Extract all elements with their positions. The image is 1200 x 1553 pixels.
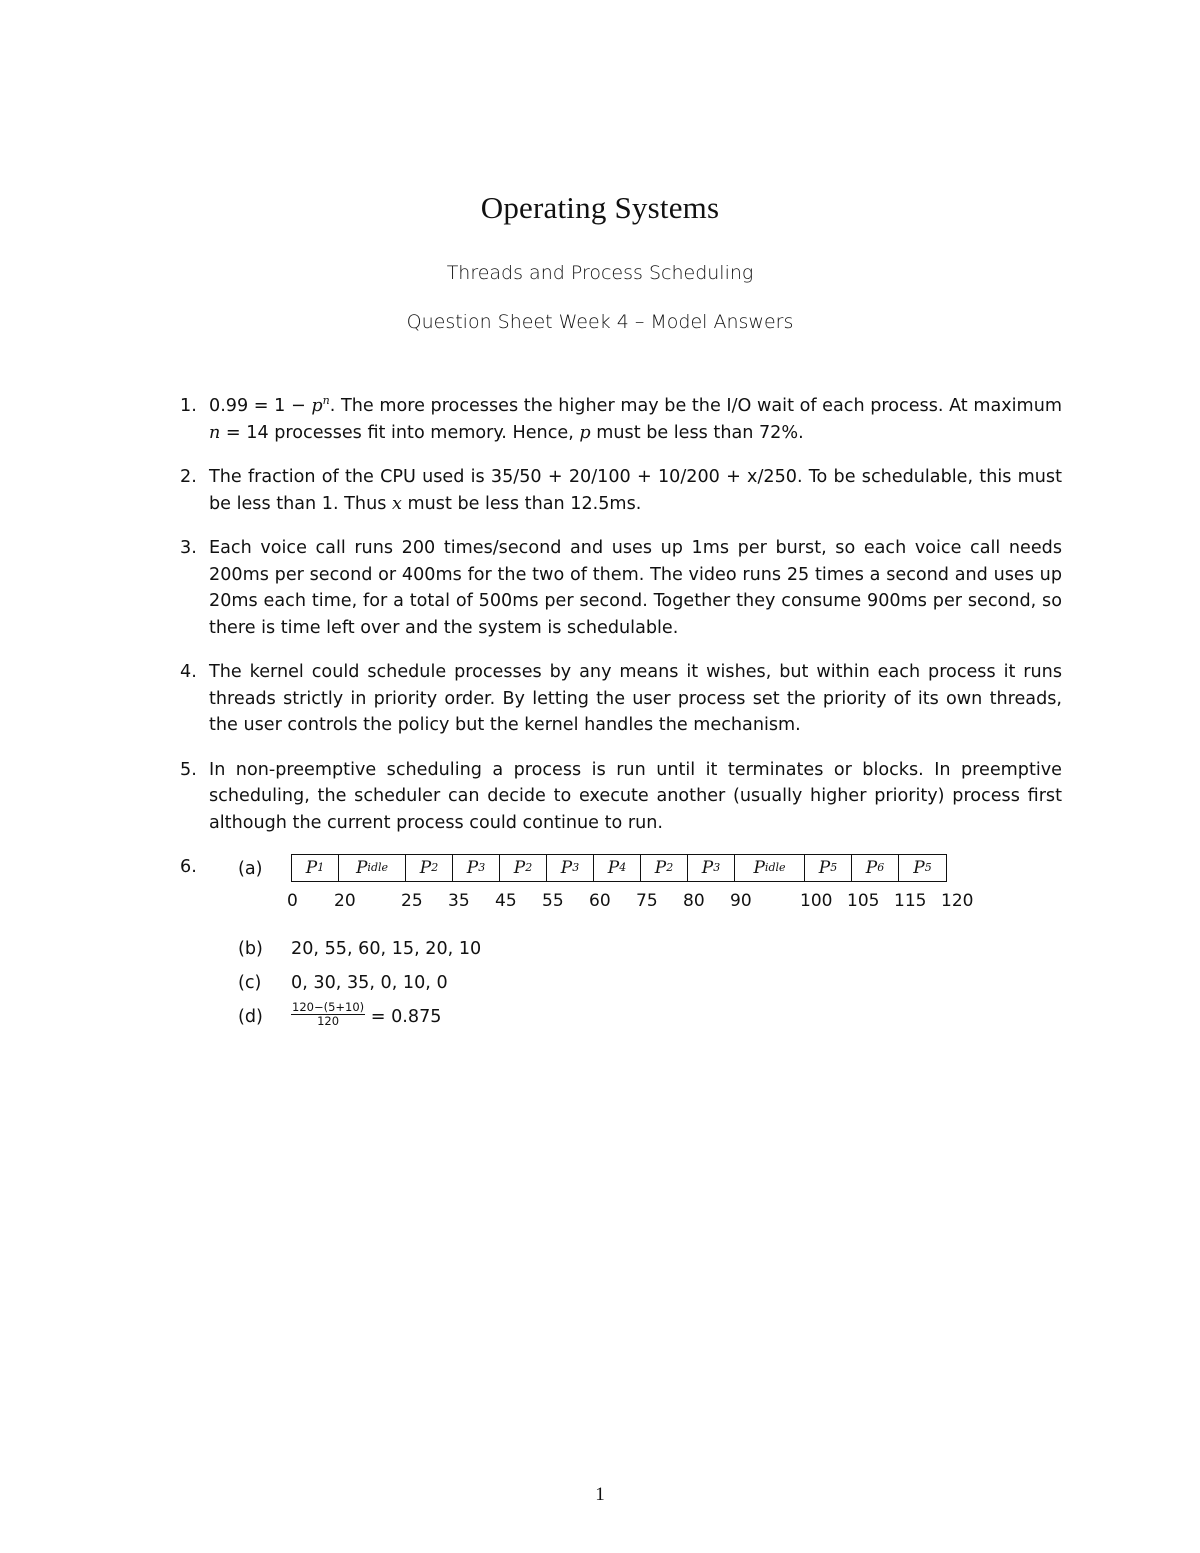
gantt-tick-label: 0 xyxy=(287,891,298,911)
gantt-cell-subscript: 3 xyxy=(713,860,721,874)
gantt-cell-subscript: idle xyxy=(764,860,786,874)
subpart-text-b: 20, 55, 60, 15, 20, 10 xyxy=(291,939,482,959)
fraction-result: = 0.875 xyxy=(365,1007,442,1027)
answer-number: 6. xyxy=(180,857,197,877)
answer-text: Each voice call runs 200 times/second and uses up 1ms per burst, so each voice call needs 200ms per second or 400ms for the two of them. The video runs 25 times a second and uses up 20ms each time, for a total of 500ms per second. Together they consume 900ms per second, so there is time left over and the system is schedulable. xyxy=(209,538,1062,638)
gantt-cell-subscript: 2 xyxy=(525,860,533,874)
subpart-label-a: (a) xyxy=(238,859,263,879)
subpart-text-d xyxy=(291,999,442,1030)
gantt-cell-process: P xyxy=(419,857,432,878)
gantt-cell xyxy=(852,855,899,881)
gantt-cell xyxy=(735,855,805,881)
answer-number: 2. xyxy=(180,467,197,487)
gantt-cell xyxy=(899,855,946,881)
gantt-cell-process: P xyxy=(865,857,878,878)
gantt-cell xyxy=(641,855,688,881)
gantt-cell-process: P xyxy=(753,857,765,878)
gantt-tick-label: 115 xyxy=(894,891,927,911)
subpart-label-b: (b) xyxy=(238,939,263,959)
gantt-cell xyxy=(688,855,735,881)
gantt-cell xyxy=(594,855,641,881)
gantt-cell xyxy=(453,855,500,881)
page-number: 1 xyxy=(595,1484,605,1505)
math-variable: p xyxy=(311,396,323,416)
answer-6 xyxy=(180,854,1062,1038)
gantt-cell xyxy=(547,855,594,881)
answer-number: 1. xyxy=(180,396,197,416)
math-variable: n xyxy=(209,422,221,443)
gantt-tick-label: 60 xyxy=(589,891,611,911)
gantt-cell xyxy=(339,855,406,881)
gantt-chart-row xyxy=(209,854,1062,936)
gantt-cell-process: P xyxy=(607,857,620,878)
answer-5 xyxy=(180,757,1062,837)
answer-number: 4. xyxy=(180,662,197,682)
subpart-label-d: (d) xyxy=(238,1007,263,1027)
fraction xyxy=(291,1001,365,1028)
gantt-cell-process: P xyxy=(818,857,831,878)
gantt-cell-subscript: 5 xyxy=(924,860,932,874)
gantt-cell-subscript: 1 xyxy=(317,860,325,874)
answer-2 xyxy=(180,464,1062,517)
answer-text: 0.99 = 1 − xyxy=(209,396,312,416)
gantt-cell-subscript: 3 xyxy=(572,860,580,874)
answer-text: The kernel could schedule processes by any means it wishes, but within each process it runs threads strictly in priority order. By letting the user process set the priority of its own threads, the user controls the policy but the kernel handles the mechanism. xyxy=(209,662,1062,735)
gantt-time-axis xyxy=(287,888,991,912)
gantt-tick-label: 55 xyxy=(542,891,564,911)
gantt-cell-subscript: 4 xyxy=(619,860,627,874)
gantt-cell-subscript: 5 xyxy=(830,860,838,874)
fraction-numerator: 120−(5+10) xyxy=(292,999,365,1014)
gantt-cell xyxy=(406,855,453,881)
answer-text: The fraction of the CPU used is 35/50 + 20/100 + 10/200 + x/250. To be schedulable, this must be less than 1. Thus xyxy=(209,467,1062,514)
subpart-text-c: 0, 30, 35, 0, 10, 0 xyxy=(291,973,448,993)
answer-number: 3. xyxy=(180,538,197,558)
gantt-cell-subscript: idle xyxy=(367,860,389,874)
answer-text: . The more processes the higher may be the I/O wait of each process. At maximum xyxy=(329,396,1062,416)
subpart-label-c: (c) xyxy=(238,973,262,993)
gantt-tick-label: 45 xyxy=(495,891,517,911)
subpart-b xyxy=(209,936,1062,970)
answer-text: = 14 processes fit into memory. Hence, xyxy=(220,422,580,443)
answer-text: In non-preemptive scheduling a process is run until it terminates or blocks. In preemptive scheduling, the scheduler can decide to execute another (usually higher priority) process first although the current process could continue to run. xyxy=(209,759,1062,833)
gantt-cell-process: P xyxy=(305,857,318,878)
subpart-c xyxy=(209,970,1062,1004)
gantt-cell xyxy=(805,855,852,881)
answer-1 xyxy=(180,393,1062,446)
gantt-cell-subscript: 3 xyxy=(478,860,486,874)
gantt-tick-label: 20 xyxy=(334,891,356,911)
fraction-denominator: 120 xyxy=(317,1013,340,1028)
gantt-cell-process: P xyxy=(513,857,526,878)
gantt-cell xyxy=(500,855,547,881)
answer-number: 5. xyxy=(180,759,197,780)
gantt-cell-subscript: 2 xyxy=(431,860,439,874)
math-exponent: n xyxy=(322,394,330,407)
answer-text: must be less than 12.5ms. xyxy=(401,493,642,514)
gantt-tick-label: 75 xyxy=(636,891,658,911)
math-variable: p xyxy=(579,422,591,443)
gantt-tick-label: 100 xyxy=(800,891,833,911)
gantt-tick-label: 35 xyxy=(448,891,470,911)
gantt-cell-subscript: 6 xyxy=(877,860,885,874)
gantt-tick-label: 120 xyxy=(941,891,974,911)
gantt-cell xyxy=(292,855,339,881)
page-subtitle: Threads and Process Scheduling xyxy=(446,262,754,284)
gantt-cell-subscript: 2 xyxy=(666,860,674,874)
gantt-tick-label: 80 xyxy=(683,891,705,911)
gantt-cell-process: P xyxy=(560,857,573,878)
gantt-chart xyxy=(291,854,947,882)
sheet-subtitle: Question Sheet Week 4 – Model Answers xyxy=(406,311,794,333)
gantt-tick-label: 105 xyxy=(847,891,880,911)
gantt-tick-label: 25 xyxy=(401,891,423,911)
gantt-cell-process: P xyxy=(913,857,925,878)
subpart-d xyxy=(209,999,1062,1038)
answer-3 xyxy=(180,535,1062,641)
math-variable: x xyxy=(391,493,402,514)
answer-list xyxy=(180,393,1062,1038)
gantt-cell-process: P xyxy=(355,857,368,878)
answer-text: must be less than 72%. xyxy=(590,422,804,443)
gantt-tick-label: 90 xyxy=(730,891,752,911)
gantt-cell-process: P xyxy=(466,857,479,878)
page-title: Operating Systems xyxy=(480,190,720,225)
answer-4 xyxy=(180,659,1062,739)
gantt-cell-process: P xyxy=(701,857,714,878)
gantt-cell-process: P xyxy=(654,857,667,878)
